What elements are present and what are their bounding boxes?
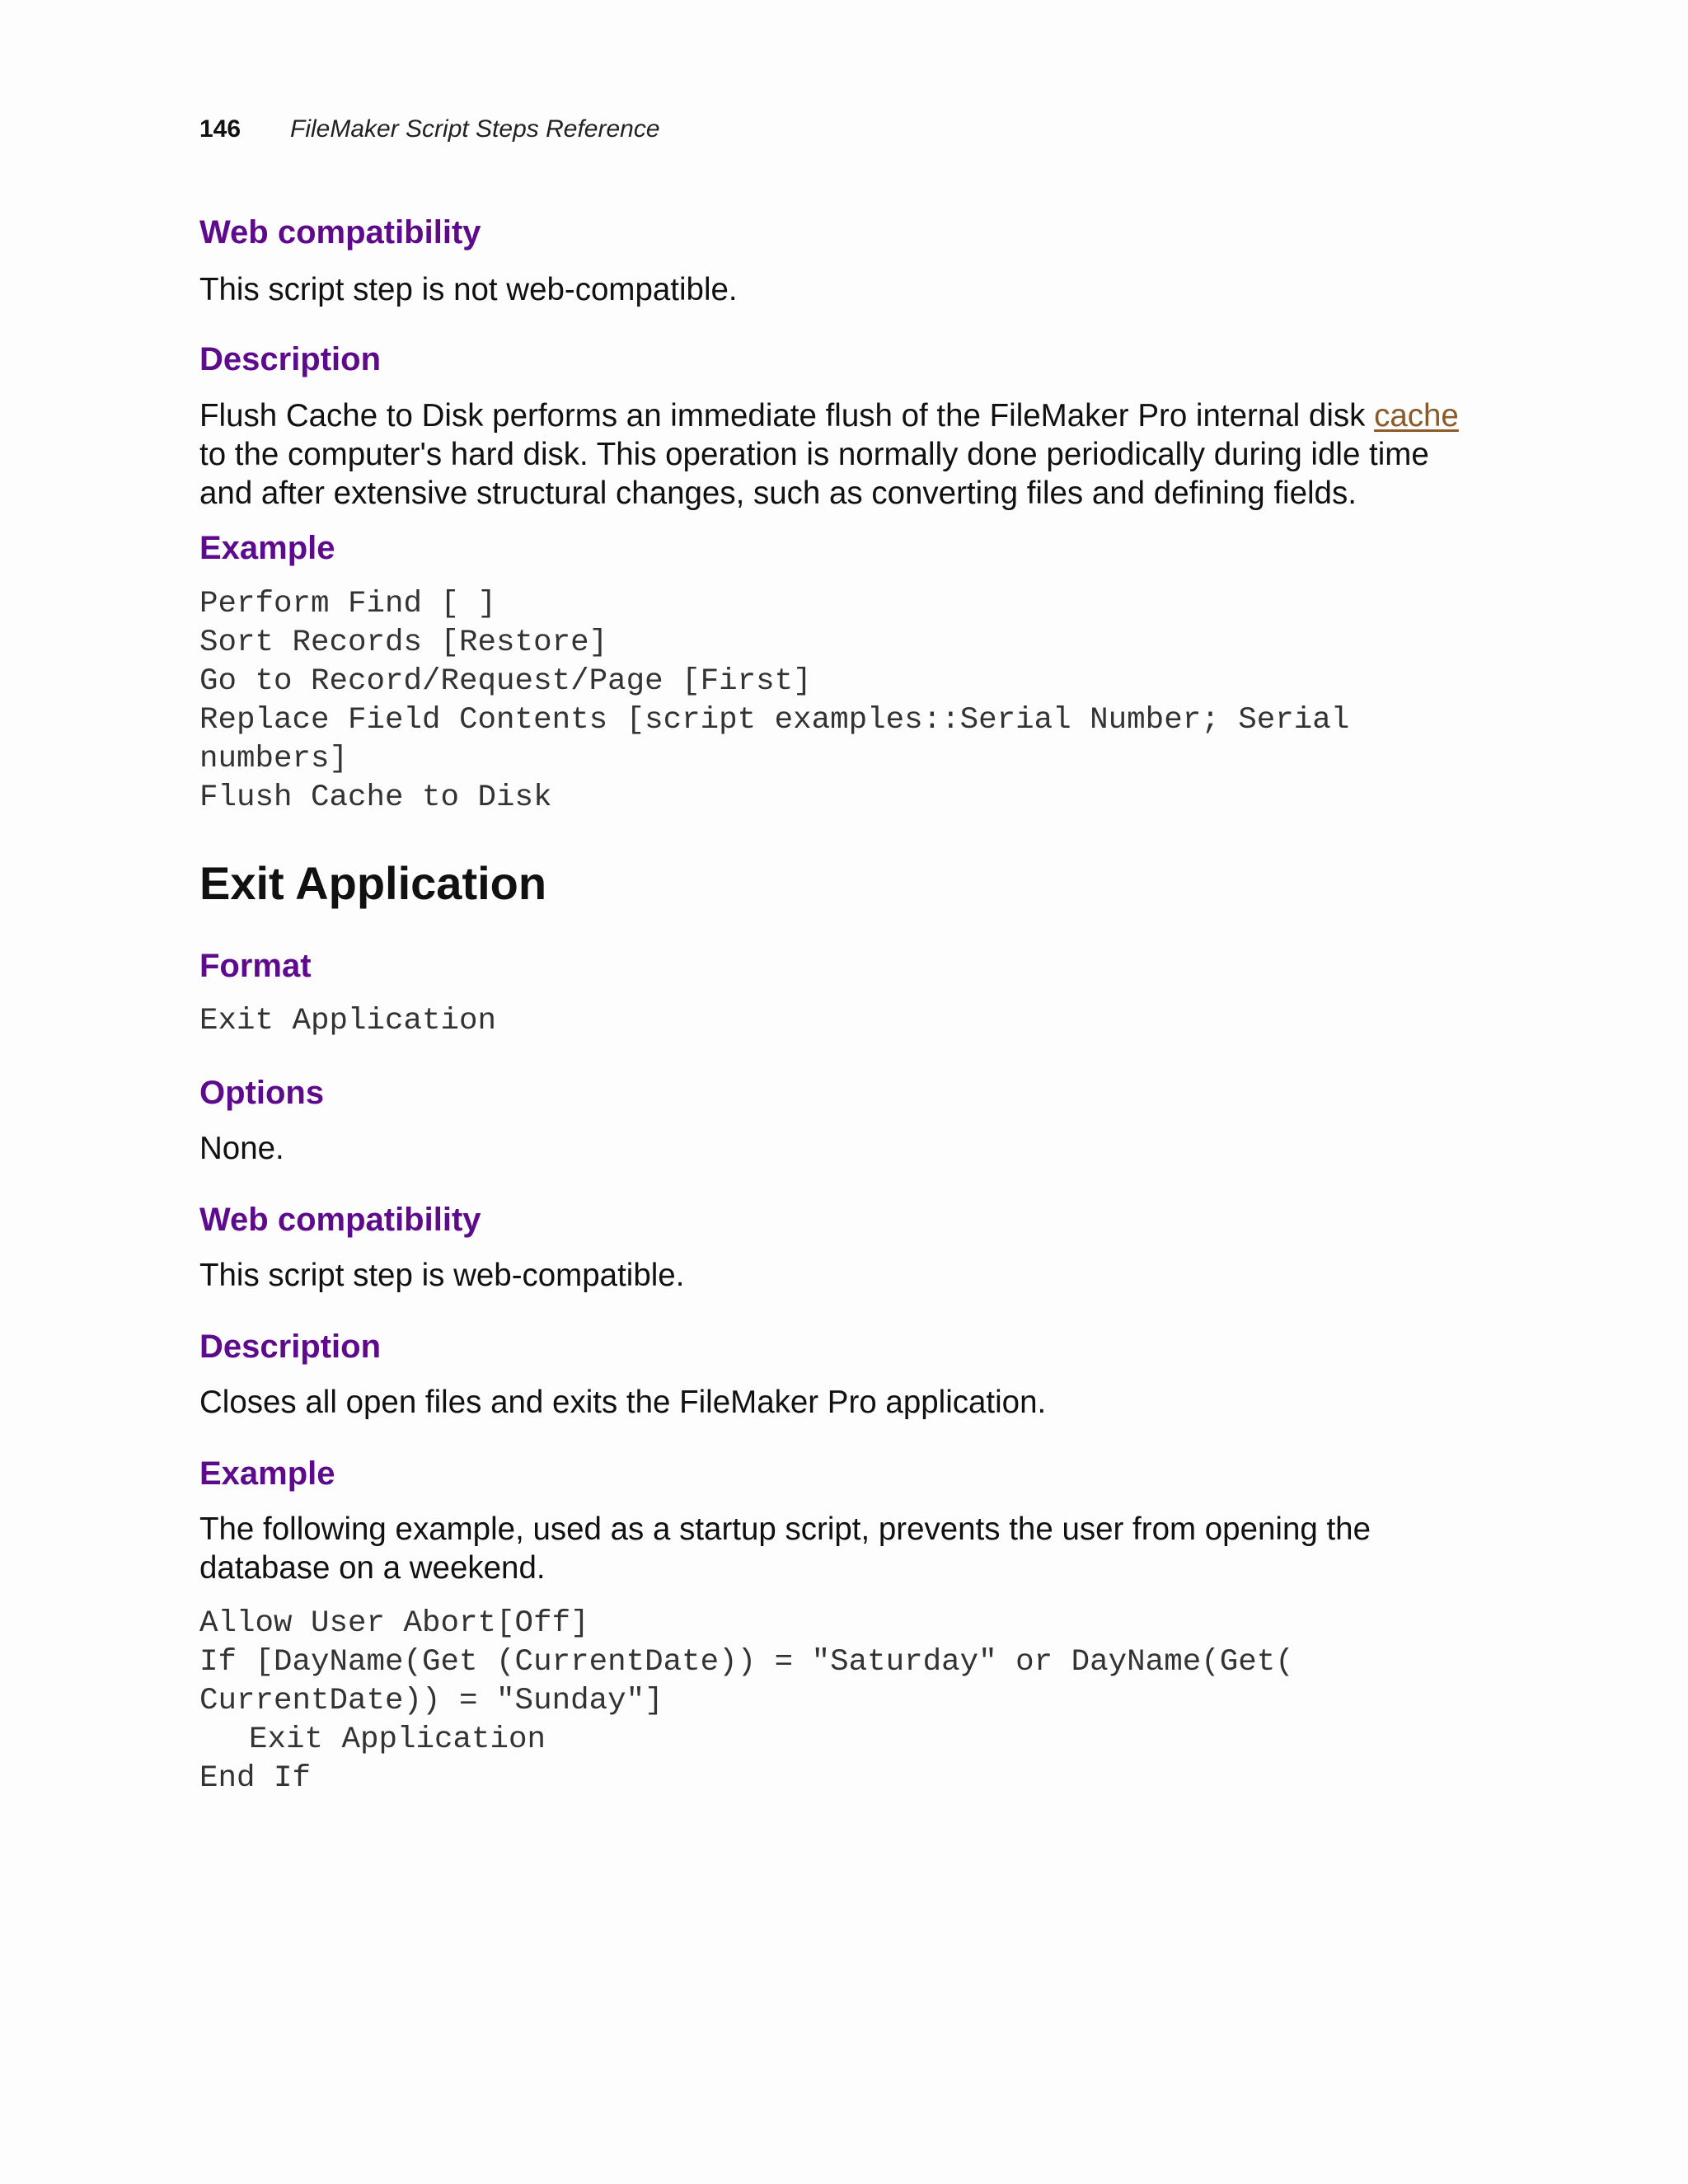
format-heading: Format xyxy=(199,948,312,984)
description-line-1 xyxy=(199,396,1502,435)
code-line: If [DayName(Get (CurrentDate)) = "Saturday" or DayName(Get( xyxy=(199,1645,1294,1680)
code-line-indented: Exit Application xyxy=(249,1722,546,1757)
web-compatibility-text: This script step is not web-compatible. xyxy=(199,272,738,307)
code-line: CurrentDate)) = "Sunday"] xyxy=(199,1684,663,1718)
running-header xyxy=(199,115,660,143)
web-compatibility-text: This script step is web-compatible. xyxy=(199,1258,685,1293)
code-line: Flush Cache to Disk xyxy=(199,780,552,815)
example-intro-line: The following example, used as a startup script, prevents the user from opening the xyxy=(199,1511,1371,1547)
options-heading: Options xyxy=(199,1075,325,1111)
description-heading: Description xyxy=(199,341,382,377)
section-title-exit-application: Exit Application xyxy=(199,857,547,909)
web-compatibility-heading: Web compatibility xyxy=(199,1202,481,1238)
example-heading: Example xyxy=(199,530,335,566)
code-line: Perform Find [ ] xyxy=(199,587,497,621)
code-line: Allow User Abort[Off] xyxy=(199,1606,589,1641)
example-intro-line: database on a weekend. xyxy=(199,1550,546,1586)
book-title: FileMaker Script Steps Reference xyxy=(290,115,660,143)
code-line: Exit Application xyxy=(199,1004,497,1038)
code-line: Go to Record/Request/Page [First] xyxy=(199,664,812,699)
code-line: End If xyxy=(199,1761,312,1796)
example-intro xyxy=(199,1510,1502,1587)
options-text: None. xyxy=(199,1131,284,1166)
example-heading: Example xyxy=(199,1455,335,1492)
page-number: 146 xyxy=(199,115,241,143)
web-compatibility-heading: Web compatibility xyxy=(199,214,481,251)
description-line-3: and after extensive structural changes, such as converting files and defining fields. xyxy=(199,476,1357,511)
cache-link[interactable]: cache xyxy=(1374,398,1459,434)
example-code-block xyxy=(199,585,1502,818)
code-line: Sort Records [Restore] xyxy=(199,626,608,660)
description-line-2: to the computer's hard disk. This operation is normally done periodically during idle time xyxy=(199,437,1429,472)
format-code xyxy=(199,1002,1502,1041)
example-code-block xyxy=(199,1605,1502,1798)
code-line: numbers] xyxy=(199,742,349,776)
description-heading: Description xyxy=(199,1329,382,1365)
description-line-1-text: Flush Cache to Disk performs an immediate flush of the FileMaker Pro internal disk xyxy=(199,398,1375,434)
description-text: Closes all open files and exits the FileMaker Pro application. xyxy=(199,1385,1047,1420)
description-paragraph xyxy=(199,396,1502,513)
code-line: Replace Field Contents [script examples::Serial Number; Serial xyxy=(199,703,1350,738)
